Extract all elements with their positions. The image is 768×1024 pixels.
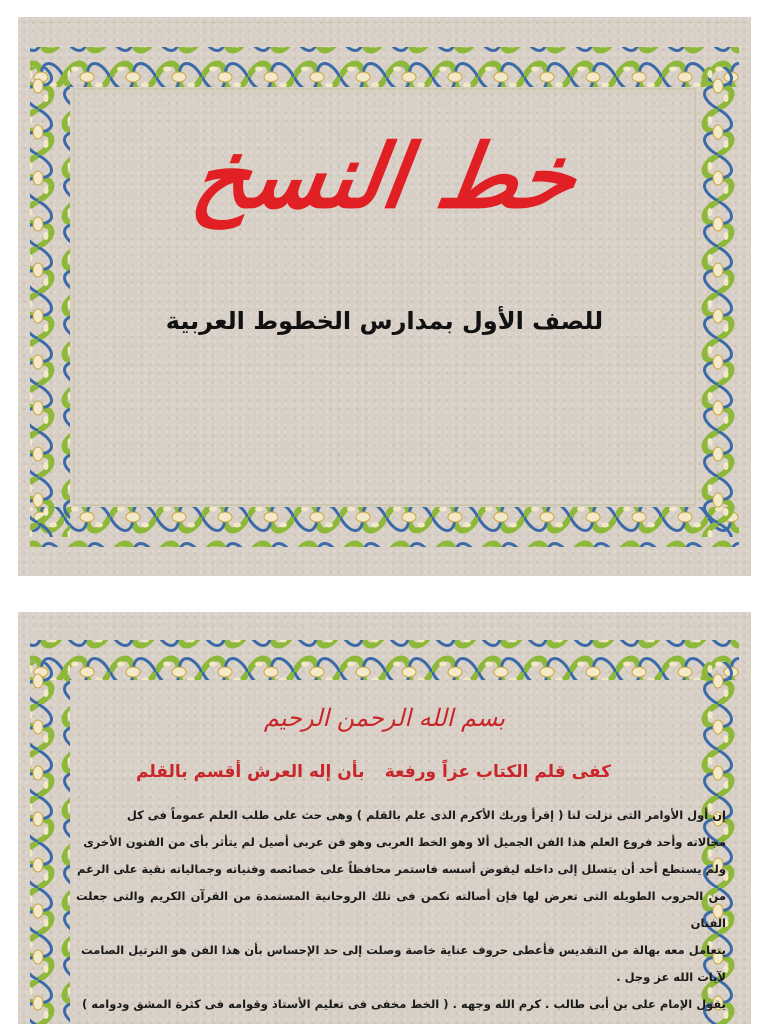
- verse-first-half: كفى قلم الكتاب عزاً ورفعة: [384, 762, 611, 782]
- paragraph-line: يقول الإمام على بن أبى طالب . كرم الله وجهه . ( الخط مخفى فى تعليم الأستاذ وقوامه فى كثرة المشق ودوامه ): [81, 997, 726, 1011]
- basmala: بسم الله الرحمن الرحيم: [263, 704, 506, 732]
- verse-second-half: بأن إله العرش أقسم بالقلم: [136, 762, 365, 782]
- intro-slide: [18, 612, 751, 1024]
- paragraph-line: ولم يستطع أحد أن يتسلل إلى داخله ليقوض أسسه فاستمر محافظاً على خصائصه وفنياته وجمالياته نقية على الرغم: [77, 862, 726, 876]
- paragraph-line: مجالاته وأحد فروع العلم هذا الفن الجميل ألا وهو الخط العربى وهو فن عربى أصيل لم يتأثر بأى من الفنون الأخرى: [83, 835, 726, 849]
- subtitle: للصف الأول بمدارس الخطوط العربية: [165, 307, 604, 335]
- intro-paragraph: [76, 802, 726, 1018]
- cover-slide: [18, 17, 751, 576]
- calligraphy-title: خط النسخ: [186, 124, 583, 228]
- ornamental-border-art: [18, 17, 751, 576]
- paragraph-line: لآيات الله عز وجل .: [616, 970, 726, 984]
- paragraph-line: إن أول الأوامر التى نزلت لنا ( إقرأ وربك الأكرم الذى علم بالقلم ) وهى حث على طلب العلم عموماً فى كل: [126, 808, 726, 822]
- paragraph-line: من الحروب الطويله التى تعرض لها فإن أصالته تكمن فى تلك الروحانية المستمدة من القرآن الكريم والتى جعلت الفنان: [76, 889, 726, 930]
- paragraph-line: يتعامل معه بهالة من التقديس فأعطى حروف عناية خاصة وصلت إلى حد الإحساس بأن هذا الفن هو الترتيل الصامت: [81, 943, 726, 957]
